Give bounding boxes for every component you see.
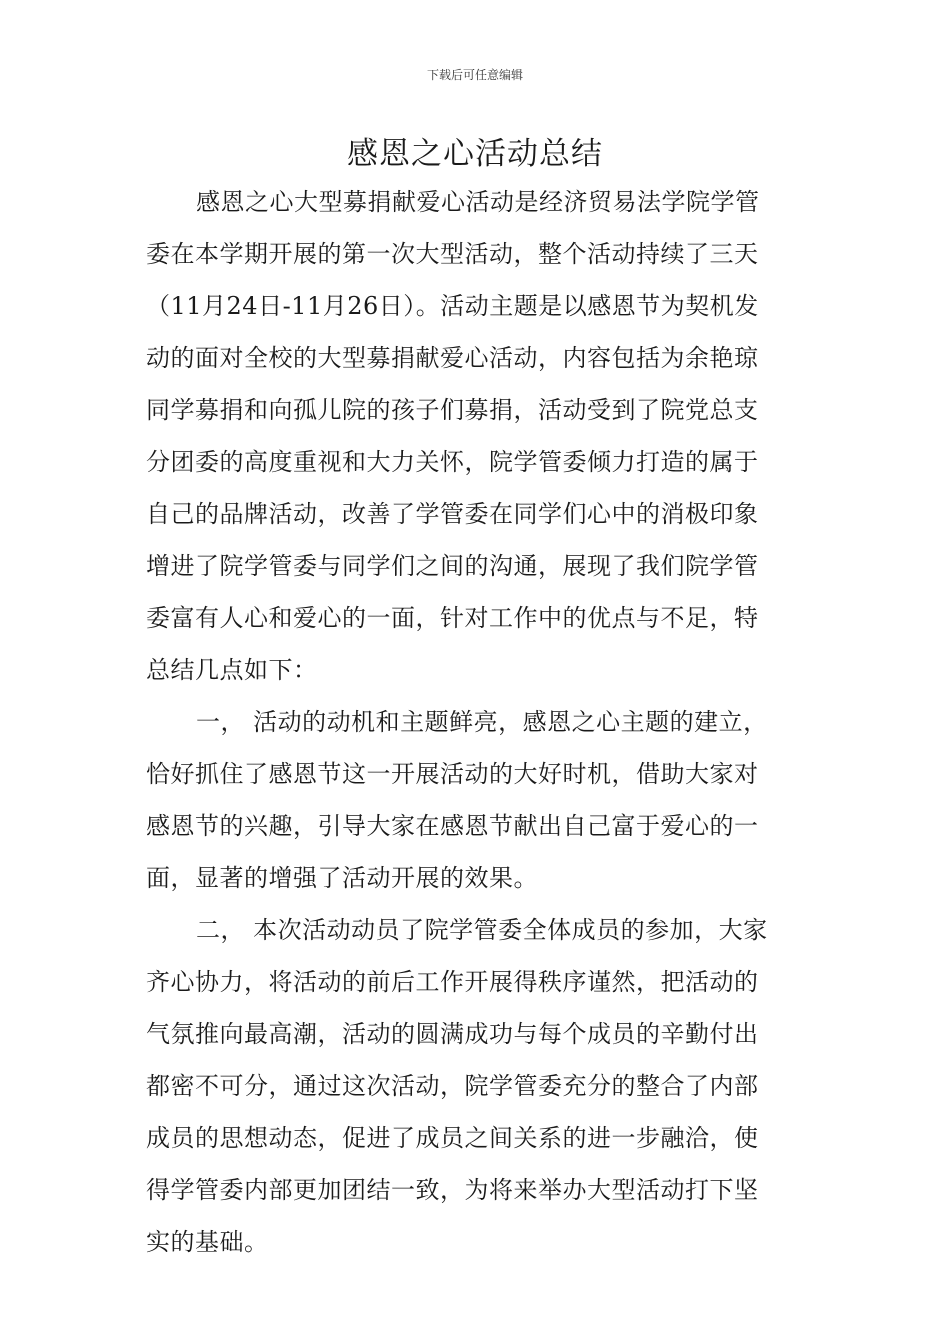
paragraph-line: 自己的品牌活动，改善了学管委在同学们心中的消极印象 — [146, 500, 759, 528]
paragraph-line: （11月24日-11月26日）。活动主题是以感恩节为契机发 — [146, 292, 759, 320]
paragraph-line: 同学募捐和向孤儿院的孩子们募捐，活动受到了院党总支 — [146, 396, 759, 424]
paragraph-line: 动的面对全校的大型募捐献爱心活动，内容包括为余艳琼 — [146, 344, 759, 372]
paragraph-line: 面，显著的增强了活动开展的效果。 — [146, 864, 538, 892]
paragraph-line: 委富有人心和爱心的一面，针对工作中的优点与不足，特 — [146, 604, 759, 632]
paragraph-line: 成员的思想动态，促进了成员之间关系的进一步融洽，使 — [146, 1124, 759, 1152]
paragraph-line: 分团委的高度重视和大力关怀，院学管委倾力打造的属于 — [146, 448, 759, 476]
paragraph-line: 总结几点如下： — [146, 656, 318, 684]
paragraph-line: 增进了院学管委与同学们之间的沟通，展现了我们院学管 — [146, 552, 759, 580]
paragraph-line: 实的基础。 — [146, 1228, 269, 1256]
paragraph-line: 委在本学期开展的第一次大型活动，整个活动持续了三天 — [146, 240, 759, 268]
paragraph-line: 感恩节的兴趣，引导大家在感恩节献出自己富于爱心的一 — [146, 812, 759, 840]
paragraph-line: 感恩之心大型募捐献爱心活动是经济贸易法学院学管 — [196, 188, 760, 216]
paragraph-line: 二， 本次活动动员了院学管委全体成员的参加，大家 — [196, 916, 768, 944]
paragraph-line: 得学管委内部更加团结一致，为将来举办大型活动打下坚 — [146, 1176, 759, 1204]
document-body — [146, 176, 806, 1268]
paragraph-line: 一， 活动的动机和主题鲜亮，感恩之心主题的建立， — [196, 708, 768, 736]
header-note: 下载后可任意编辑 — [426, 68, 523, 82]
paragraph-line: 齐心协力，将活动的前后工作开展得秩序谨然，把活动的 — [146, 968, 759, 996]
paragraph-line: 都密不可分，通过这次活动，院学管委充分的整合了内部 — [146, 1072, 759, 1100]
paragraph-line: 恰好抓住了感恩节这一开展活动的大好时机，借助大家对 — [146, 760, 759, 788]
document-title: 感恩之心活动总结 — [347, 136, 603, 172]
paragraph-line: 气氛推向最高潮，活动的圆满成功与每个成员的辛勤付出 — [146, 1020, 759, 1048]
